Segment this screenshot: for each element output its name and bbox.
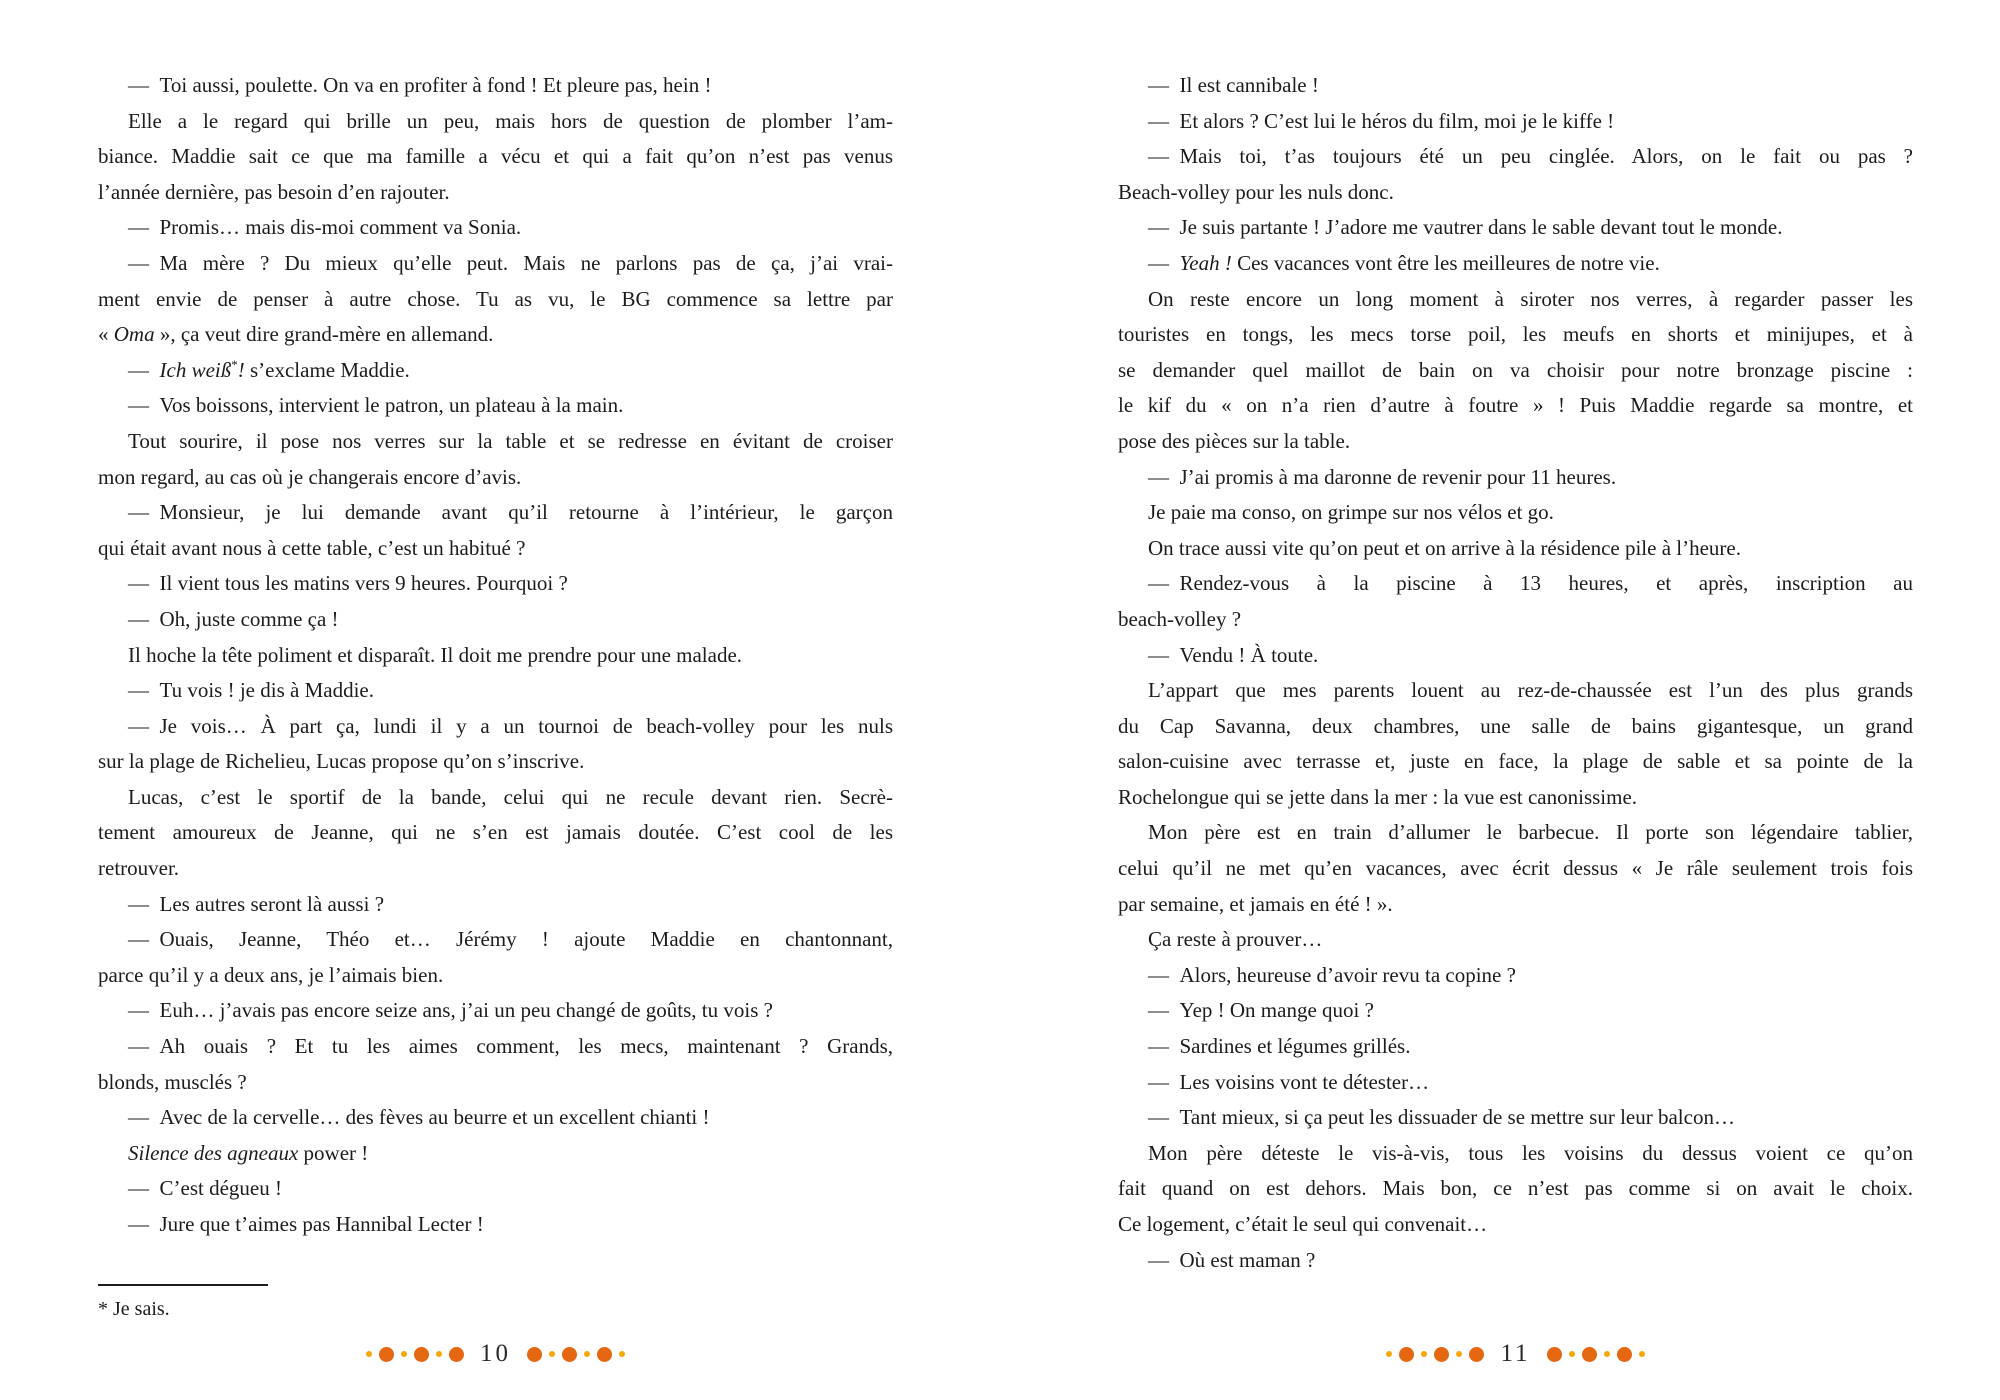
text-segment: — Les autres seront là aussi ?	[128, 891, 385, 916]
text-segment: — Rendez-vous à la piscine à 13 heures, et après, inscription au	[1148, 571, 1913, 596]
text-segment: Ces vacances vont être les meilleures de notre vie.	[1231, 250, 1660, 275]
text-segment: — Je vois… À part ça, lundi il y a un tournoi de beach-volley pour les nuls	[128, 713, 893, 738]
text-line	[1118, 780, 1913, 816]
text-line	[98, 388, 893, 424]
text-line	[1118, 282, 1913, 318]
text-line	[98, 317, 893, 353]
text-line	[1118, 246, 1913, 282]
text-segment: Lucas, c’est le sportif de la bande, celui qui ne recule devant rien. Secrè-	[128, 784, 893, 809]
footnote-marker: *	[231, 356, 238, 372]
text-line	[1118, 1100, 1913, 1136]
text-line	[98, 780, 893, 816]
text-segment: — Ah ouais ? Et tu les aimes comment, les mecs, maintenant ? Grands,	[128, 1034, 893, 1059]
text-segment: touristes en tongs, les mecs torse poil, les meufs en shorts et minijupes, et à	[1118, 322, 1913, 347]
text-line	[1118, 744, 1913, 780]
text-segment: l’année dernière, pas besoin d’en rajouter.	[98, 179, 450, 204]
text-segment: Oma	[113, 322, 155, 347]
text-segment: le kif du « on n’a rien d’autre à foutre » ! Puis Maddie regarde sa montre, et	[1118, 393, 1913, 418]
page-left-text	[98, 68, 893, 1243]
text-segment: !	[237, 357, 245, 382]
text-segment: — C’est dégueu !	[128, 1176, 282, 1201]
text-segment: — J’ai promis à ma daronne de revenir pour 11 heures.	[1148, 464, 1617, 489]
text-segment: tement amoureux de Jeanne, qui ne s’en est jamais doutée. C’est cool de les	[98, 820, 893, 845]
text-segment: fait quand on est dehors. Mais bon, ce n’est pas comme si on avait le choix.	[1118, 1176, 1913, 1201]
text-line	[98, 993, 893, 1029]
text-line	[1118, 1029, 1913, 1065]
text-line	[1118, 638, 1913, 674]
ornament-dot	[1604, 1351, 1610, 1357]
text-line	[98, 922, 893, 958]
text-segment: ment envie de penser à autre chose. Tu as vu, le BG commence sa lettre par	[98, 286, 893, 311]
text-line	[98, 851, 893, 887]
ornament-dot	[379, 1347, 394, 1362]
text-segment: — Monsieur, je lui demande avant qu’il retourne à l’intérieur, le garçon	[128, 500, 893, 525]
text-segment: — Mais toi, t’as toujours été un peu cinglée. Alors, on le fait ou pas ?	[1148, 144, 1913, 169]
text-segment: —	[128, 357, 160, 382]
text-line	[1118, 104, 1913, 140]
text-line	[1118, 851, 1913, 887]
text-segment: — Alors, heureuse d’avoir revu ta copine ?	[1148, 962, 1516, 987]
page-right-text	[1118, 68, 1913, 1278]
text-line	[1118, 424, 1913, 460]
ornament-dot	[549, 1351, 555, 1357]
text-segment: Il hoche la tête poliment et disparaît. Il doit me prendre pour une malade.	[128, 642, 743, 667]
ornament-dot	[597, 1347, 612, 1362]
text-segment: — Sardines et légumes grillés.	[1148, 1034, 1411, 1059]
text-segment: qui était avant nous à cette table, c’est un habitué ?	[98, 535, 526, 560]
text-line	[98, 495, 893, 531]
text-segment: — Avec de la cervelle… des fèves au beurre et un excellent chianti !	[128, 1105, 710, 1130]
text-line	[1118, 495, 1913, 531]
text-line	[98, 887, 893, 923]
text-segment: Mon père déteste le vis-à-vis, tous les voisins du dessus voient ce qu’on	[1148, 1140, 1913, 1165]
footer-ornament-left	[366, 1347, 464, 1362]
text-line	[1118, 1171, 1913, 1207]
text-segment: pose des pièces sur la table.	[1118, 428, 1351, 453]
ornament-dot	[1434, 1347, 1449, 1362]
ornament-dot	[1569, 1351, 1575, 1357]
text-line	[98, 68, 893, 104]
page-footer-right	[1118, 1340, 1913, 1368]
text-line	[98, 1136, 893, 1172]
text-line	[1118, 958, 1913, 994]
text-line	[1118, 566, 1913, 602]
text-segment: — Vos boissons, intervient le patron, un plateau à la main.	[128, 393, 624, 418]
text-segment: L’appart que mes parents louent au rez-de-chaussée est l’un des plus grands	[1148, 678, 1913, 703]
footnote-rule	[98, 1284, 268, 1286]
text-line	[1118, 673, 1913, 709]
text-line	[1118, 210, 1913, 246]
text-line	[98, 282, 893, 318]
text-segment: — Je suis partante ! J’adore me vautrer dans le sable devant tout le monde.	[1148, 215, 1783, 240]
page-number: 10	[480, 1340, 511, 1367]
text-line	[98, 744, 893, 780]
footer-ornament-left	[1386, 1347, 1484, 1362]
text-segment: — Oh, juste comme ça !	[128, 606, 339, 631]
text-line	[1118, 68, 1913, 104]
text-line	[98, 246, 893, 282]
text-segment: On reste encore un long moment à siroter nos verres, à regarder passer les	[1148, 286, 1913, 311]
text-segment: Ich weiß	[159, 357, 232, 382]
text-segment: salon-cuisine avec terrasse et, juste en face, la plage de sable et sa pointe de la	[1118, 749, 1913, 774]
text-line	[1118, 531, 1913, 567]
text-segment: Yeah !	[1179, 250, 1232, 275]
text-line	[98, 424, 893, 460]
text-line	[1118, 1136, 1913, 1172]
text-line	[1118, 815, 1913, 851]
text-line	[98, 566, 893, 602]
ornament-dot	[1582, 1347, 1597, 1362]
text-segment: — Où est maman ?	[1148, 1247, 1316, 1272]
text-line	[1118, 1065, 1913, 1101]
ornament-dot	[1456, 1351, 1462, 1357]
text-segment: power !	[298, 1140, 369, 1165]
text-line	[98, 460, 893, 496]
text-line	[98, 1100, 893, 1136]
text-line	[1118, 388, 1913, 424]
text-line	[98, 531, 893, 567]
text-segment: sur la plage de Richelieu, Lucas propose qu’on s’inscrive.	[98, 749, 585, 774]
ornament-dot	[1639, 1351, 1645, 1357]
text-segment: — Jure que t’aimes pas Hannibal Lecter !	[128, 1212, 484, 1236]
text-line	[1118, 993, 1913, 1029]
text-line	[1118, 460, 1913, 496]
ornament-dot	[1547, 1347, 1562, 1362]
text-line	[98, 815, 893, 851]
text-line	[1118, 709, 1913, 745]
text-segment: — Tu vois ! je dis à Maddie.	[128, 678, 374, 703]
text-line	[1118, 1243, 1913, 1279]
text-segment: — Vendu ! À toute.	[1148, 642, 1319, 667]
text-segment: celui qu’il ne met qu’en vacances, avec écrit dessus « Je râle seulement trois fois	[1118, 856, 1913, 881]
ornament-dot	[1421, 1351, 1427, 1357]
text-segment: », ça veut dire grand-mère en allemand.	[154, 322, 494, 347]
ornament-dot	[619, 1351, 625, 1357]
text-segment: Tout sourire, il pose nos verres sur la table et se redresse en évitant de croiser	[128, 428, 893, 453]
ornament-dot	[1469, 1347, 1484, 1362]
text-segment: beach-volley ?	[1118, 606, 1242, 631]
text-segment: blonds, musclés ?	[98, 1069, 247, 1094]
text-line	[98, 958, 893, 994]
text-segment: «	[98, 322, 114, 347]
ornament-dot	[401, 1351, 407, 1357]
page-number: 11	[1500, 1340, 1531, 1367]
ornament-dot	[584, 1351, 590, 1357]
ornament-dot	[449, 1347, 464, 1362]
text-line	[1118, 175, 1913, 211]
text-line	[1118, 1207, 1913, 1243]
text-line	[98, 638, 893, 674]
footer-ornament-right	[1547, 1347, 1645, 1362]
text-segment: Silence des agneaux	[128, 1140, 299, 1165]
text-segment: — Ouais, Jeanne, Théo et… Jérémy ! ajoute Maddie en chantonnant,	[128, 927, 893, 952]
text-segment: Ce logement, c’était le seul qui convenait…	[1118, 1212, 1488, 1236]
text-segment: parce qu’il y a deux ans, je l’aimais bien.	[98, 962, 444, 987]
text-line	[98, 709, 893, 745]
text-line	[1118, 317, 1913, 353]
text-segment: du Cap Savanna, deux chambres, une salle de bains gigantesque, un grand	[1118, 713, 1913, 738]
text-line	[98, 104, 893, 140]
text-segment: retrouver.	[98, 856, 180, 881]
text-segment: — Euh… j’avais pas encore seize ans, j’ai un peu changé de goûts, tu vois ?	[128, 998, 773, 1023]
text-segment: — Il est cannibale !	[1148, 73, 1319, 97]
text-line	[98, 673, 893, 709]
text-segment: Ça reste à prouver…	[1148, 927, 1323, 952]
text-line	[98, 210, 893, 246]
ornament-dot	[527, 1347, 542, 1362]
text-line	[98, 602, 893, 638]
text-segment: — Ma mère ? Du mieux qu’elle peut. Mais ne parlons pas de ça, j’ai vrai-	[128, 250, 893, 275]
text-line	[98, 1207, 893, 1243]
text-segment: biance. Maddie sait ce que ma famille a vécu et qui a fait qu’on n’est pas venus	[98, 144, 893, 169]
text-line	[1118, 353, 1913, 389]
text-segment: s’exclame Maddie.	[244, 357, 410, 382]
text-segment: — Tant mieux, si ça peut les dissuader de se mettre sur leur balcon…	[1148, 1105, 1735, 1130]
ornament-dot	[1399, 1347, 1414, 1362]
text-segment: Beach-volley pour les nuls donc.	[1118, 179, 1394, 204]
footnote-area	[98, 1284, 893, 1322]
footnote-text: * Je sais.	[98, 1298, 170, 1320]
text-segment: — Et alors ? C’est lui le héros du film, moi je le kiffe !	[1148, 108, 1615, 133]
text-segment: —	[1148, 250, 1180, 275]
ornament-dot	[1386, 1351, 1392, 1357]
footer-ornament-right	[527, 1347, 625, 1362]
ornament-dot	[1617, 1347, 1632, 1362]
text-segment: — Yep ! On mange quoi ?	[1148, 998, 1374, 1023]
ornament-dot	[562, 1347, 577, 1362]
text-line	[1118, 602, 1913, 638]
text-line	[98, 139, 893, 175]
text-segment: Mon père est en train d’allumer le barbecue. Il porte son légendaire tablier,	[1148, 820, 1913, 845]
text-segment: Elle a le regard qui brille un peu, mais hors de question de plomber l’am-	[128, 108, 893, 133]
text-line	[98, 1065, 893, 1101]
text-line	[98, 1171, 893, 1207]
ornament-dot	[414, 1347, 429, 1362]
page-footer-left	[98, 1340, 893, 1368]
text-segment: — Promis… mais dis-moi comment va Sonia.	[128, 215, 522, 240]
text-segment: — Les voisins vont te détester…	[1148, 1069, 1430, 1094]
text-line	[1118, 139, 1913, 175]
ornament-dot	[436, 1351, 442, 1357]
text-segment: Je paie ma conso, on grimpe sur nos vélos et go.	[1148, 500, 1554, 525]
text-segment: par semaine, et jamais en été ! ».	[1118, 891, 1393, 916]
text-segment: On trace aussi vite qu’on peut et on arrive à la résidence pile à l’heure.	[1148, 535, 1741, 560]
text-line	[98, 175, 893, 211]
text-segment: — Toi aussi, poulette. On va en profiter à fond ! Et pleure pas, hein !	[128, 73, 712, 97]
page-right	[1000, 0, 2000, 1400]
text-segment: mon regard, au cas où je changerais encore d’avis.	[98, 464, 522, 489]
text-line	[98, 353, 893, 389]
text-segment: — Il vient tous les matins vers 9 heures. Pourquoi ?	[128, 571, 568, 596]
text-line	[1118, 922, 1913, 958]
text-segment: se demander quel maillot de bain on va choisir pour notre bronzage piscine :	[1118, 357, 1913, 382]
text-line	[98, 1029, 893, 1065]
ornament-dot	[366, 1351, 372, 1357]
text-segment: Rochelongue qui se jette dans la mer : la vue est canonissime.	[1118, 784, 1638, 809]
text-line	[1118, 887, 1913, 923]
